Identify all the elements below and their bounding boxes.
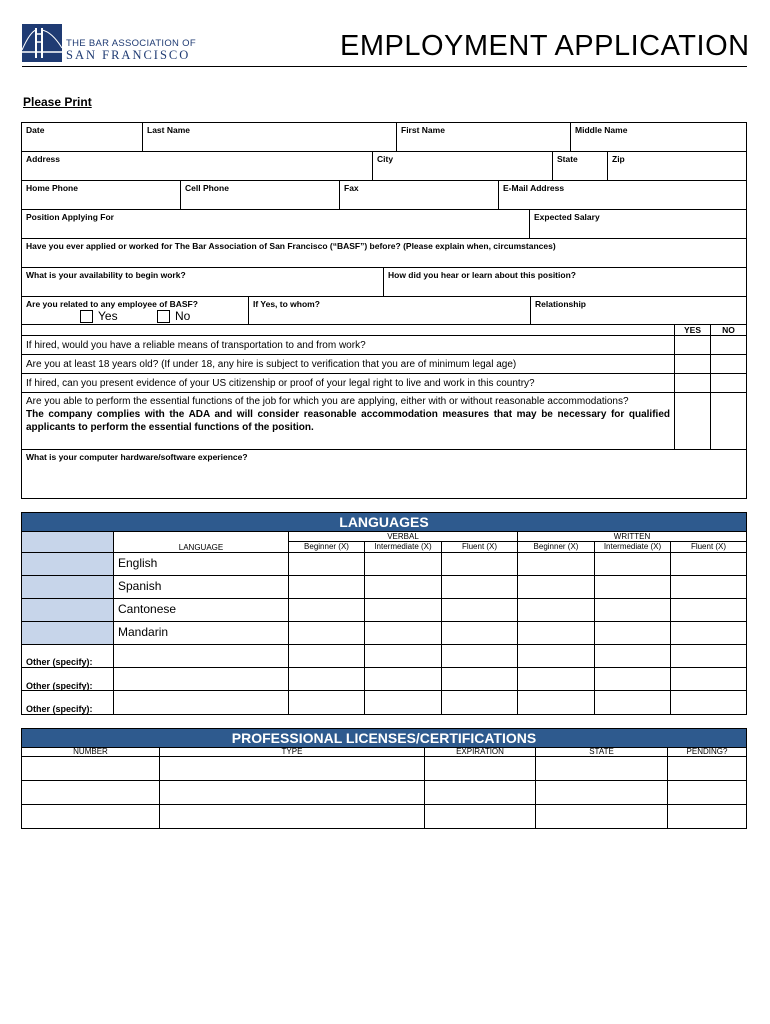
state-field[interactable] [552, 151, 608, 181]
verbal-fluent-cell[interactable] [441, 621, 518, 645]
language-row-spacer [21, 621, 114, 645]
other-language-label: Other (specify): [21, 644, 114, 668]
written-group-header: WRITTEN [517, 531, 747, 542]
verbal-beginner-cell[interactable] [288, 598, 365, 622]
if-yes-label: If Yes, to whom? [253, 299, 320, 309]
page-title: EMPLOYMENT APPLICATION [340, 30, 750, 62]
fax-label: Fax [344, 183, 359, 193]
applied-before-label: Have you ever applied or worked for The Bar Association of San Francisco (“BASF”) before? (Please explain when, circumstances) [26, 241, 556, 251]
verbal-intermediate-cell[interactable] [364, 667, 442, 691]
license-type-cell[interactable] [159, 804, 425, 829]
related-no-checkbox[interactable] [157, 310, 170, 323]
verbal-intermediate-header: Intermediate (X) [364, 541, 442, 553]
verbal-fluent-cell[interactable] [441, 575, 518, 599]
languages-header-band: LANGUAGES [21, 512, 747, 532]
verbal-intermediate-cell[interactable] [364, 644, 442, 668]
first-name-label: First Name [401, 125, 445, 135]
ada-no-box[interactable] [710, 392, 747, 450]
verbal-fluent-cell[interactable] [441, 644, 518, 668]
date-field[interactable] [21, 122, 143, 152]
transportation-yes-box[interactable] [674, 335, 711, 355]
verbal-beginner-cell[interactable] [288, 552, 365, 576]
license-type-header: TYPE [159, 747, 425, 757]
logo-text-bottom: SAN FRANCISCO [66, 48, 191, 62]
language-row-spacer [21, 598, 114, 622]
written-intermediate-cell[interactable] [594, 690, 671, 715]
verbal-beginner-cell[interactable] [288, 621, 365, 645]
verbal-beginner-header: Beginner (X) [288, 541, 365, 553]
language-column-header: LANGUAGE [113, 531, 289, 553]
state-label: State [557, 154, 578, 164]
license-number-cell[interactable] [21, 756, 160, 781]
verbal-fluent-cell[interactable] [441, 552, 518, 576]
written-beginner-cell[interactable] [517, 690, 595, 715]
written-intermediate-cell[interactable] [594, 575, 671, 599]
language-english: English [113, 552, 289, 576]
verbal-beginner-cell[interactable] [288, 690, 365, 715]
address-label: Address [26, 154, 61, 164]
city-label: City [377, 154, 394, 164]
license-number-cell[interactable] [21, 804, 160, 829]
written-intermediate-cell[interactable] [594, 644, 671, 668]
ada-compliance-note: The company complies with the ADA and will consider reasonable accommodation measures that may be necessary for qualified applicants to perform the essential functions of the position. [26, 409, 670, 433]
verbal-beginner-cell[interactable] [288, 667, 365, 691]
verbal-beginner-cell[interactable] [288, 575, 365, 599]
verbal-intermediate-cell[interactable] [364, 621, 442, 645]
license-state-cell[interactable] [535, 804, 668, 829]
question-citizenship: If hired, can you present evidence of your US citizenship or proof of your legal right to live and work in this country? [21, 373, 675, 393]
language-mandarin: Mandarin [113, 621, 289, 645]
written-fluent-cell[interactable] [670, 667, 747, 691]
home-phone-field[interactable] [21, 180, 181, 210]
ada-yes-box[interactable] [674, 392, 711, 450]
fax-field[interactable] [339, 180, 499, 210]
license-expiration-cell[interactable] [424, 804, 536, 829]
licenses-header-band: PROFESSIONAL LICENSES/CERTIFICATIONS [21, 728, 747, 748]
citizenship-no-box[interactable] [710, 373, 747, 393]
cell-phone-label: Cell Phone [185, 183, 229, 193]
written-fluent-cell[interactable] [670, 644, 747, 668]
first-name-field[interactable] [396, 122, 571, 152]
zip-label: Zip [612, 154, 625, 164]
position-field[interactable] [21, 209, 530, 239]
question-age: Are you at least 18 years old? (If under 18, any hire is subject to verification that you are of minimum legal age) [21, 354, 675, 374]
verbal-intermediate-cell[interactable] [364, 552, 442, 576]
title-divider [22, 66, 747, 67]
verbal-fluent-cell[interactable] [441, 690, 518, 715]
written-fluent-cell[interactable] [670, 575, 747, 599]
license-type-cell[interactable] [159, 756, 425, 781]
middle-name-field[interactable] [570, 122, 747, 152]
heard-about-label: How did you hear or learn about this position? [388, 270, 576, 280]
applied-before-field[interactable] [21, 238, 747, 268]
home-phone-label: Home Phone [26, 183, 78, 193]
license-pending-cell[interactable] [667, 804, 747, 829]
bar-association-logo [22, 24, 62, 62]
license-state-cell[interactable] [535, 756, 668, 781]
salary-field[interactable] [529, 209, 747, 239]
citizenship-yes-box[interactable] [674, 373, 711, 393]
written-fluent-cell[interactable] [670, 621, 747, 645]
cell-phone-field[interactable] [180, 180, 340, 210]
date-label: Date [26, 125, 45, 135]
address-field[interactable] [21, 151, 373, 181]
hardware-experience-label: What is your computer hardware/software experience? [26, 452, 248, 462]
no-column-header: NO [710, 324, 747, 336]
last-name-label: Last Name [147, 125, 190, 135]
written-intermediate-cell[interactable] [594, 552, 671, 576]
written-intermediate-header: Intermediate (X) [594, 541, 671, 553]
written-beginner-cell[interactable] [517, 598, 595, 622]
languages-corner-cell [21, 531, 114, 553]
written-intermediate-cell[interactable] [594, 667, 671, 691]
yes-column-header: YES [674, 324, 711, 336]
verbal-intermediate-cell[interactable] [364, 575, 442, 599]
related-label: Are you related to any employee of BASF? [26, 299, 198, 309]
heard-about-field[interactable] [383, 267, 747, 297]
language-row-spacer [21, 575, 114, 599]
question-transportation: If hired, would you have a reliable means of transportation to and from work? [21, 335, 675, 355]
other-language-label: Other (specify): [21, 690, 114, 715]
license-expiration-header: EXPIRATION [424, 747, 536, 757]
license-number-header: NUMBER [21, 747, 160, 757]
related-field [21, 296, 249, 325]
license-expiration-cell[interactable] [424, 756, 536, 781]
verbal-intermediate-cell[interactable] [364, 690, 442, 715]
written-fluent-header: Fluent (X) [670, 541, 747, 553]
related-yes-checkbox[interactable] [80, 310, 93, 323]
question-ada [21, 392, 675, 450]
age-yes-box[interactable] [674, 354, 711, 374]
license-expiration-cell[interactable] [424, 780, 536, 805]
written-beginner-cell[interactable] [517, 667, 595, 691]
zip-field[interactable] [607, 151, 747, 181]
language-row-spacer [21, 552, 114, 576]
if-yes-field[interactable] [248, 296, 531, 325]
position-label: Position Applying For [26, 212, 114, 222]
relationship-field[interactable] [530, 296, 747, 325]
transportation-no-box[interactable] [710, 335, 747, 355]
license-pending-cell[interactable] [667, 780, 747, 805]
written-beginner-cell[interactable] [517, 575, 595, 599]
email-field[interactable] [498, 180, 747, 210]
other-language-input[interactable] [113, 690, 289, 715]
middle-name-label: Middle Name [575, 125, 628, 135]
city-field[interactable] [372, 151, 553, 181]
other-language-label: Other (specify): [21, 667, 114, 691]
question-ada-text: Are you able to perform the essential functions of the job for which you are applying, either with or without reasonable accommodations? [26, 396, 629, 407]
please-print-label: Please Print [23, 95, 92, 109]
written-fluent-cell[interactable] [670, 552, 747, 576]
verbal-fluent-cell[interactable] [441, 598, 518, 622]
availability-label: What is your availability to begin work? [26, 270, 186, 280]
written-beginner-cell[interactable] [517, 644, 595, 668]
related-no-label: No [175, 309, 191, 323]
verbal-group-header: VERBAL [288, 531, 518, 542]
related-yes-label: Yes [98, 309, 118, 323]
verbal-fluent-header: Fluent (X) [441, 541, 518, 553]
golden-gate-bridge-icon [22, 24, 62, 62]
license-type-cell[interactable] [159, 780, 425, 805]
written-fluent-cell[interactable] [670, 598, 747, 622]
written-intermediate-cell[interactable] [594, 621, 671, 645]
written-fluent-cell[interactable] [670, 690, 747, 715]
written-beginner-cell[interactable] [517, 621, 595, 645]
relationship-label: Relationship [535, 299, 587, 309]
written-beginner-cell[interactable] [517, 552, 595, 576]
age-no-box[interactable] [710, 354, 747, 374]
license-pending-header: PENDING? [667, 747, 747, 757]
license-state-header: STATE [535, 747, 668, 757]
logo-text-top: THE BAR ASSOCIATION OF [66, 38, 196, 49]
other-language-input[interactable] [113, 644, 289, 668]
license-pending-cell[interactable] [667, 756, 747, 781]
license-number-cell[interactable] [21, 780, 160, 805]
written-intermediate-cell[interactable] [594, 598, 671, 622]
salary-label: Expected Salary [534, 212, 600, 222]
last-name-field[interactable] [142, 122, 397, 152]
hardware-experience-field[interactable] [21, 449, 747, 499]
written-beginner-header: Beginner (X) [517, 541, 595, 553]
verbal-beginner-cell[interactable] [288, 644, 365, 668]
language-cantonese: Cantonese [113, 598, 289, 622]
language-spanish: Spanish [113, 575, 289, 599]
email-label: E-Mail Address [503, 183, 565, 193]
availability-field[interactable] [21, 267, 384, 297]
verbal-intermediate-cell[interactable] [364, 598, 442, 622]
verbal-fluent-cell[interactable] [441, 667, 518, 691]
license-state-cell[interactable] [535, 780, 668, 805]
other-language-input[interactable] [113, 667, 289, 691]
